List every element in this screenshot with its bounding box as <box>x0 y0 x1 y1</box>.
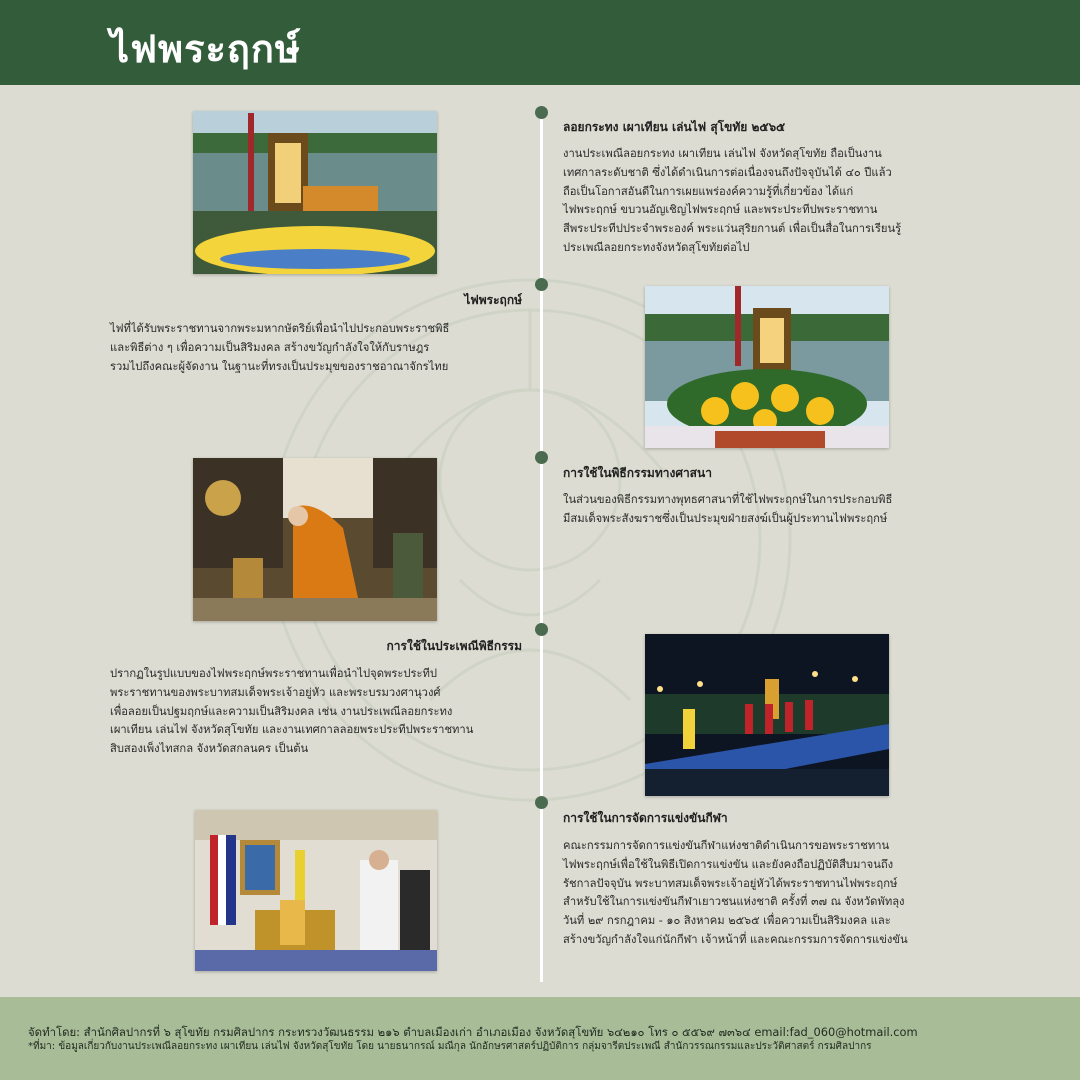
photo-night-procession <box>645 634 889 796</box>
section-title-religious-ceremony: การใช้ในพิธีกรรมทางศาสนา <box>563 466 712 480</box>
photo-lantern-flowers <box>645 286 889 448</box>
timeline-dot <box>535 623 548 636</box>
section-body-tradition-ceremony: ปรากฏในรูปแบบของไฟพระฤกษ์พระราชทานเพื่อนำไปจุดพระประทีป พระราชทานของพระบาทสมเด็จพระเจ้าอยู่หัว และพระบรมวงศานุวงศ์ เพื่อลอยเป็นปฐมฤกษ์และความเป็นสิริมงคล เช่น งานประเพณีลอยกระทง เผาเทียน เล่นไฟ จังหวัดสุโขทัย และงานเทศกาลลอยพระประทีปพระราชทาน สิบสองเพ็งไทสกล จังหวัดสกลนคร เป็นต้น <box>110 667 474 756</box>
section-body-sports: คณะกรรมการจัดการแข่งขันกีฬาแห่งชาติดำเนินการขอพระราชทาน ไฟพระฤกษ์เพื่อใช้ในพิธีเปิดการแข่งขัน และยังคงถือปฏิบัติสืบมาจนถึง รัชกาลปัจจุบัน พระบาทสมเด็จพระเจ้าอยู่หัวได้พระราชทานไฟพระฤกษ์ สำหรับใช้ในการแข่งขันกีฬาเยาวชนแห่งชาติ ครั้งที่ ๓๗ ณ จังหวัดพัทลุง วันที่ ๒๙ กรกฎาคม - ๑๐ สิงหาคม ๒๕๖๕ เพื่อความเป็นสิริมงคล และ สร้างขวัญกำลังใจแก่นักกีฬา เจ้าหน้าที่ และคณะกรรมการจัดการแข่งขัน <box>563 839 908 946</box>
section-body-religious-ceremony: ในส่วนของพิธีกรรมทางพุทธศาสนาที่ใช้ไฟพระฤกษ์ในการประกอบพิธี มีสมเด็จพระสังฆราชซึ่งเป็นประมุขฝ่ายสงฆ์เป็นผู้ประทานไฟพระฤกษ์ <box>563 493 893 525</box>
section-title-fai-phra-roek: ไฟพระฤกษ์ <box>464 293 522 307</box>
section-title-loi-krathong: ลอยกระทง เผาเทียน เล่นไฟ สุโขทัย ๒๕๖๕ <box>563 120 786 134</box>
photo-sports-ceremony <box>195 810 437 971</box>
section-title-sports: การใช้ในการจัดการแข่งขันกีฬา <box>563 811 728 825</box>
footer-organizer: จัดทำโดย: สำนักศิลปากรที่ ๖ สุโขทัย กรมศิลปากร กระทรวงวัฒนธรรม ๒๑๖ ตำบลเมืองเก่า อำเภอเมือง จังหวัดสุโขทัย ๖๔๒๑๐ โทร ๐ ๕๕๖๙ ๗๓๖๔ email:fad_060@hotmail.com <box>28 1025 918 1039</box>
timeline-dot <box>535 278 548 291</box>
section-body-loi-krathong: งานประเพณีลอยกระทง เผาเทียน เล่นไฟ จังหวัดสุโขทัย ถือเป็นงาน เทศกาลระดับชาติ ซึ่งได้ดำเนินการต่อเนื่องจนถึงปัจจุบันได้ ๔๐ ปีแล้ว ถือเป็นโอกาสอันดีในการเผยแพร่องค์ความรู้ที่เกี่ยวข้อง ได้แก่ ไฟพระฤกษ์ ขบวนอัญเชิญไฟพระฤกษ์ และพระประทีปพระราชทาน สีพระประทีปประจำพระองค์ พระแว่นสุริยกานต์ เพื่อเป็นสื่อในการเรียนรู้ ประเพณีลอยกระทงจังหวัดสุโขทัยต่อไป <box>563 147 902 254</box>
timeline-line <box>540 112 543 982</box>
footer-source: *ที่มา: ข้อมูลเกี่ยวกับงานประเพณีลอยกระทง เผาเทียน เล่นไฟ จังหวัดสุโขทัย โดย นายธนากรณ์ มณีกุล นักอักษรศาสตร์ปฏิบัติการ กลุ่มจารีตประเพณี สำนักวรรณกรรมและประวัติศาสตร์ กรมศิลปากร <box>28 1041 872 1052</box>
timeline-dot <box>535 451 548 464</box>
section-body-fai-phra-roek: ไฟที่ได้รับพระราชทานจากพระมหากษัตริย์เพื่อนำไปประกอบพระราชพิธี และพิธีต่าง ๆ เพื่อความเป็นสิริมงคล สร้างขวัญกำลังใจให้กับราษฎร รวมไปถึงคณะผู้จัดงาน ในฐานะที่ทรงเป็นประมุขของราชอาณาจักรไทย <box>110 322 450 373</box>
header-bar <box>0 0 1080 85</box>
page-title: ไฟพระฤกษ์ <box>110 27 301 71</box>
photo-monk-ceremony <box>193 458 437 621</box>
footer-bar <box>0 997 1080 1080</box>
timeline-dot <box>535 106 548 119</box>
timeline-dot <box>535 796 548 809</box>
photo-lantern-lake <box>193 111 437 274</box>
section-title-tradition-ceremony: การใช้ในประเพณีพิธีกรรม <box>386 639 522 653</box>
